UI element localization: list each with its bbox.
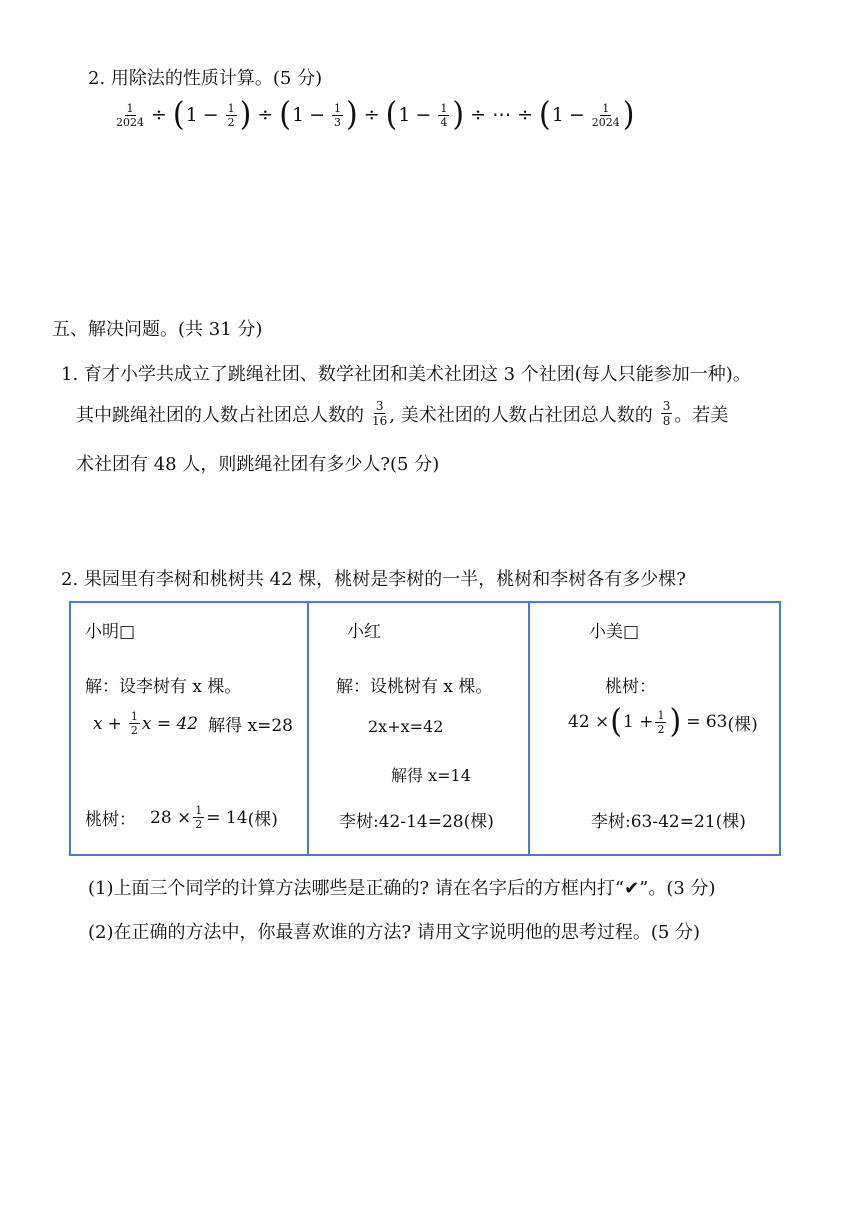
fraction: $\frac{1}{2}$ <box>227 101 235 129</box>
equation-rest: x = 42 <box>141 713 199 734</box>
fraction: $\frac{3}{16}$ <box>372 399 388 428</box>
column-divider <box>528 603 530 854</box>
divide-sign: ÷ <box>363 104 380 126</box>
expression-part: = 63 <box>686 712 728 732</box>
number-one: 1 <box>551 104 564 126</box>
unit: (棵) <box>247 810 278 830</box>
student-name-xiaomei[interactable]: 小美□ <box>589 622 640 642</box>
fraction: $\frac{1}{3}$ <box>334 101 342 129</box>
fraction: $\frac{3}{8}$ <box>662 399 671 428</box>
student-name-xiaoming[interactable]: 小明□ <box>85 622 136 642</box>
plum-calculation: 李树:63-42=21(棵) <box>591 812 746 832</box>
paren-close: ) <box>239 95 252 134</box>
problem-line: 术社团有 48 人，则跳绳社团有多少人?(5 分) <box>76 454 440 475</box>
paren-open: ( <box>279 95 292 134</box>
fraction: $\frac{1}{2}$ <box>195 804 203 831</box>
solutions-table <box>69 601 781 856</box>
paren-close: ) <box>669 702 682 741</box>
problem-line: 2. 果园里有李树和桃树共 42 棵，桃树是李树的一半，桃树和李树各有多少棵? <box>61 569 686 590</box>
column-divider <box>307 603 309 854</box>
number-one: 1 <box>185 104 198 126</box>
unit: (棵) <box>727 714 758 735</box>
problem-line <box>76 400 728 427</box>
fraction: $\frac{1}{2024}$ <box>591 101 620 129</box>
expression-part: = 14 <box>206 807 248 828</box>
equation: 2x+x=42 <box>368 717 444 736</box>
sub-question: (2)在正确的方法中，你最喜欢谁的方法? 请用文字说明他的思考过程。(5 分) <box>88 922 701 943</box>
expression-part: 42 × <box>568 712 610 732</box>
expression-part: 28 × <box>150 807 192 828</box>
number-one: 1 <box>292 104 305 126</box>
fraction: $\frac{1}{2024}$ <box>116 101 144 129</box>
divide-sign: ÷ <box>257 104 274 126</box>
minus-sign: − <box>415 104 432 126</box>
expression-part: 1 + <box>623 712 654 732</box>
solution-result: 解得 x=28 <box>208 716 293 736</box>
minus-sign: − <box>202 104 219 126</box>
solution-result: 解得 x=14 <box>391 766 471 785</box>
division-expression <box>114 95 636 134</box>
variable: x <box>93 713 103 734</box>
label: 桃树： <box>85 810 136 830</box>
ellipsis: ÷ ⋯ ÷ <box>470 104 534 126</box>
paren-open: ( <box>172 95 185 134</box>
problem-line: 1. 育才小学共成立了跳绳社团、数学社团和美术社团这 3 个社团(每人只能参加一种)。 <box>61 364 751 385</box>
text-segment: , 美术社团的人数占社团总人数的 <box>389 404 653 426</box>
paren-open: ( <box>539 95 551 134</box>
paren-close: ) <box>622 95 635 134</box>
divide-sign: ÷ <box>151 104 167 126</box>
solution-step: 解：设桃树有 x 棵。 <box>336 677 493 697</box>
solution-step: 解：设李树有 x 棵。 <box>85 677 242 697</box>
minus-sign: − <box>568 104 585 126</box>
number-one: 1 <box>398 104 411 126</box>
text-segment: 。若美 <box>674 404 729 426</box>
fraction: $\frac{1}{2}$ <box>130 710 138 737</box>
paren-close: ) <box>346 95 358 134</box>
label: 桃树： <box>605 677 656 697</box>
section-heading: 五、解决问题。(共 31 分) <box>52 319 263 340</box>
plus-sign: + <box>107 713 122 734</box>
paren-close: ) <box>452 95 465 134</box>
paren-open: ( <box>385 95 398 134</box>
student-name-xiaohong: 小红 <box>347 622 381 642</box>
fraction: $\frac{1}{4}$ <box>440 101 448 129</box>
plum-calculation: 李树:42-14=28(棵) <box>339 812 494 832</box>
minus-sign: − <box>309 104 326 126</box>
equation <box>93 711 293 736</box>
text-segment: 其中跳绳社团的人数占社团总人数的 <box>76 404 364 426</box>
question-heading: 2. 用除法的性质计算。(5 分) <box>88 68 323 89</box>
fraction: $\frac{1}{2}$ <box>657 708 665 736</box>
peach-calculation <box>568 702 758 741</box>
peach-calculation <box>85 805 278 830</box>
sub-question: (1)上面三个同学的计算方法哪些是正确的? 请在名字后的方框内打“✔”。(3 分) <box>88 878 716 899</box>
paren-open: ( <box>610 702 622 741</box>
